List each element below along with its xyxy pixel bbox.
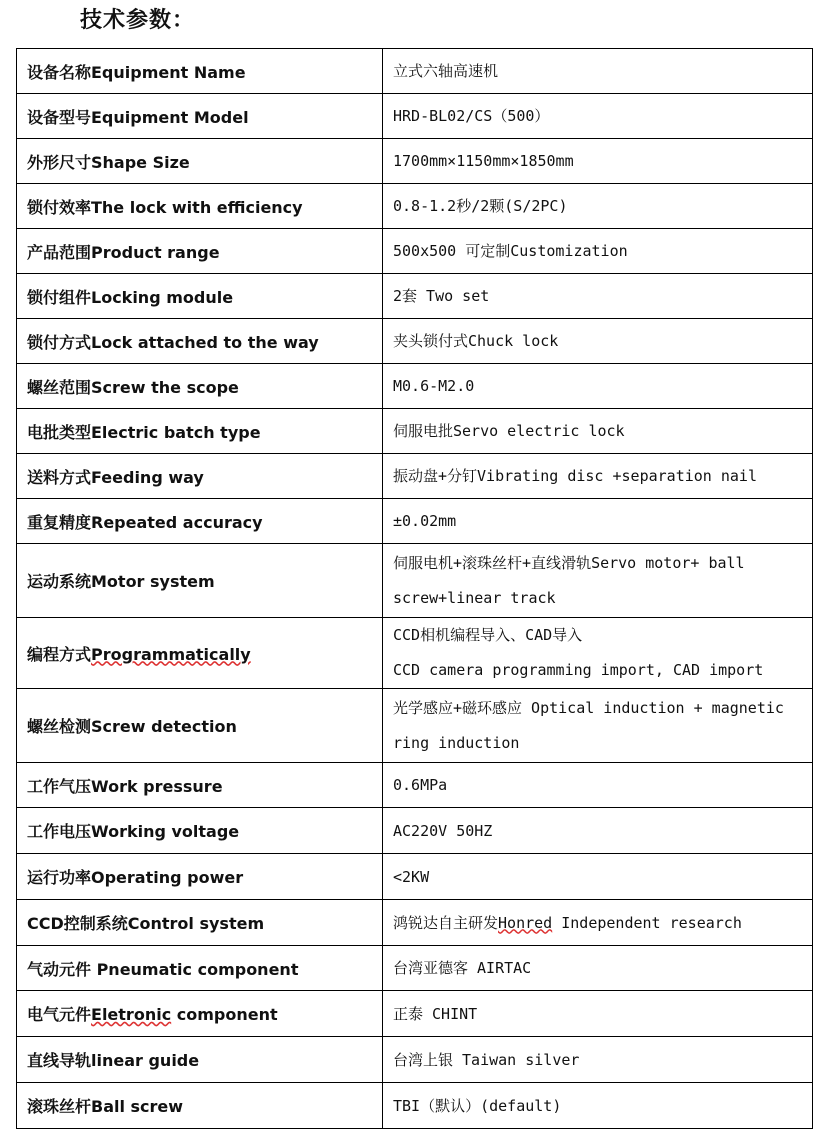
row-label: 运行功率Operating power bbox=[17, 854, 383, 900]
table-row bbox=[17, 946, 813, 991]
row-value: HRD-BL02/CS（500） bbox=[383, 94, 813, 139]
row-value-line: CCD相机编程导入、CAD导入 bbox=[393, 626, 583, 644]
table-row bbox=[17, 1037, 813, 1083]
row-label-cn: 编程方式 bbox=[27, 644, 92, 664]
row-value-part: 鸿锐达自主研发 bbox=[393, 913, 499, 932]
row-label: 重复精度Repeated accuracy bbox=[17, 499, 383, 544]
row-value: 台湾亚德客 AIRTAC bbox=[383, 946, 813, 991]
row-label-en: Programmatically bbox=[91, 644, 251, 664]
table-row bbox=[17, 808, 813, 854]
table-row bbox=[17, 454, 813, 499]
row-label: 锁付组件Locking module bbox=[17, 274, 383, 319]
row-label: 工作气压Work pressure bbox=[17, 763, 383, 808]
spec-table bbox=[16, 48, 813, 1129]
row-value: 振动盘+分钉Vibrating disc +separation nail bbox=[383, 454, 813, 499]
table-row bbox=[17, 274, 813, 319]
row-value: 2套 Two set bbox=[383, 274, 813, 319]
table-row bbox=[17, 900, 813, 946]
row-value: 伺服电机+滚珠丝杆+直线滑轨Servo motor+ ball screw+linear track bbox=[383, 544, 813, 618]
table-row bbox=[17, 409, 813, 454]
row-value: 0.6MPa bbox=[383, 763, 813, 808]
table-row bbox=[17, 1083, 813, 1129]
row-label bbox=[17, 618, 383, 689]
row-label: 送料方式Feeding way bbox=[17, 454, 383, 499]
row-label: 滚珠丝杆Ball screw bbox=[17, 1083, 383, 1129]
row-value: <2KW bbox=[383, 854, 813, 900]
row-value: 1700mm×1150mm×1850mm bbox=[383, 139, 813, 184]
row-label-cn: 电气元件 bbox=[27, 1005, 92, 1024]
row-label-en: Eletronic bbox=[91, 1005, 172, 1024]
row-label-en: component bbox=[171, 1005, 278, 1024]
row-value: 500x500 可定制Customization bbox=[383, 229, 813, 274]
table-row bbox=[17, 94, 813, 139]
row-value: M0.6-M2.0 bbox=[383, 364, 813, 409]
row-label: 运动系统Motor system bbox=[17, 544, 383, 618]
row-value: 正泰 CHINT bbox=[383, 991, 813, 1037]
table-row bbox=[17, 364, 813, 409]
row-value: TBI（默认）(default) bbox=[383, 1083, 813, 1129]
table-row bbox=[17, 618, 813, 689]
table-row bbox=[17, 184, 813, 229]
table-row bbox=[17, 689, 813, 763]
row-label: 气动元件 Pneumatic component bbox=[17, 946, 383, 991]
row-value bbox=[383, 618, 813, 689]
row-value-part: Independent research bbox=[552, 913, 742, 932]
row-label: 螺丝范围Screw the scope bbox=[17, 364, 383, 409]
table-row bbox=[17, 991, 813, 1037]
row-value: 0.8-1.2秒/2颗(S/2PC) bbox=[383, 184, 813, 229]
table-row bbox=[17, 854, 813, 900]
table-row bbox=[17, 229, 813, 274]
row-label: 锁付效率The lock with efficiency bbox=[17, 184, 383, 229]
row-label: 产品范围Product range bbox=[17, 229, 383, 274]
row-value: AC220V 50HZ bbox=[383, 808, 813, 854]
row-label: 设备型号Equipment Model bbox=[17, 94, 383, 139]
row-value: ±0.02mm bbox=[383, 499, 813, 544]
row-label: 螺丝检测Screw detection bbox=[17, 689, 383, 763]
row-value bbox=[383, 900, 813, 946]
table-row bbox=[17, 763, 813, 808]
table-row bbox=[17, 49, 813, 94]
row-value: 台湾上银 Taiwan silver bbox=[383, 1037, 813, 1083]
table-row bbox=[17, 319, 813, 364]
row-label: CCD控制系统Control system bbox=[17, 900, 383, 946]
table-row bbox=[17, 139, 813, 184]
row-value: 伺服电批Servo electric lock bbox=[383, 409, 813, 454]
page-heading: 技术参数： bbox=[80, 8, 196, 33]
row-value: 夹头锁付式Chuck lock bbox=[383, 319, 813, 364]
row-label: 直线导轨linear guide bbox=[17, 1037, 383, 1083]
row-label: 电批类型Electric batch type bbox=[17, 409, 383, 454]
row-label: 外形尺寸Shape Size bbox=[17, 139, 383, 184]
row-value-part: Honred bbox=[498, 913, 553, 932]
row-label: 工作电压Working voltage bbox=[17, 808, 383, 854]
row-label: 设备名称Equipment Name bbox=[17, 49, 383, 94]
row-value-line: CCD camera programming import, CAD import bbox=[393, 661, 764, 679]
row-value: 光学感应+磁环感应 Optical induction + magnetic ring induction bbox=[383, 689, 813, 763]
row-label bbox=[17, 991, 383, 1037]
table-row bbox=[17, 499, 813, 544]
row-value: 立式六轴高速机 bbox=[383, 49, 813, 94]
table-row bbox=[17, 544, 813, 618]
row-label: 锁付方式Lock attached to the way bbox=[17, 319, 383, 364]
